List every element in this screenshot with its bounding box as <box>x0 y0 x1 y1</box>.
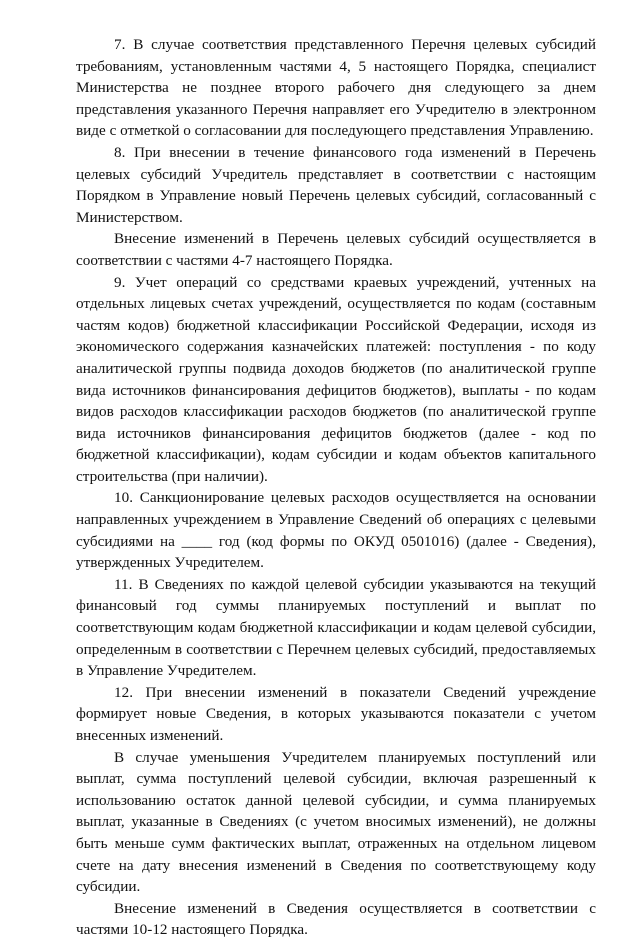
paragraph-item-12-reduction: В случае уменьшения Учредителем планируемых поступлений или выплат, сумма поступлений целевой субсидии, включая разрешенный к использованию остаток данной целевой субсидии, и сумма планируемых выплат, указанные в Сведениях (с учетом вносимых изменений), не должны быть меньше сумм фактических выплат, отраженных на отдельном лицевом счете на дату внесения изменений в Сведения по соответствующему коду субсидии. <box>76 748 596 896</box>
paragraph-item-8: 8. При внесении в течение финансового года изменений в Перечень целевых субсидий Учредитель представляет в соответствии с настоящим Порядком в Управление новый Перечень целевых субсидий, согласованный с Министерством. <box>76 143 596 226</box>
document-page <box>76 34 596 941</box>
paragraph-item-9: 9. Учет операций со средствами краевых учреждений, учтенных на отдельных лицевых счетах учреждений, осуществляется по кодам (составным частям кодов) бюджетной классификации Российской Федерации, исходя из экономического содержания казначейских платежей: поступления - по коду аналитической группы подвида доходов бюджетов (по аналитической группе вида источников финансирования дефицитов бюджетов), выплаты - по кодам видов расходов классификации расходов бюджетов (по аналитической группе вида источников финансирования дефицитов бюджетов (далее - код по бюджетной классификации), кодам субсидии и кодам объектов капитального строительства (при наличии). <box>76 273 596 485</box>
paragraph-item-8-note: Внесение изменений в Перечень целевых субсидий осуществляется в соответствии с частями 4-7 настоящего Порядка. <box>76 230 596 269</box>
paragraph-item-10: 10. Санкционирование целевых расходов осуществляется на основании направленных учреждением в Управление Сведений об операциях с целевыми субсидиями на ____ год (код формы по ОКУД 0501016) (далее - Сведения), утвержденных Учредителем. <box>76 489 596 572</box>
paragraph-item-12: 12. При внесении изменений в показатели Сведений учреждение формирует новые Сведения, в которых указываются показатели с учетом внесенных изменений. <box>76 683 596 744</box>
paragraph-item-11: 11. В Сведениях по каждой целевой субсидии указываются на текущий финансовый год суммы планируемых поступлений и выплат по соответствующим кодам бюджетной классификации и кодам целевой субсидии, определенным в соответствии с Перечнем целевых субсидий, предоставляемых в Управление Учредителем. <box>76 575 596 680</box>
paragraph-item-12-note: Внесение изменений в Сведения осуществляется в соответствии с частями 10-12 настоящего Порядка. <box>76 899 596 939</box>
paragraph-item-7: 7. В случае соответствия представленного Перечня целевых субсидий требованиям, установленным частями 4, 5 настоящего Порядка, специалист Министерства не позднее второго рабочего дня следующего за днем представления указанного Перечня направляет его Учредителю в электронном виде с отметкой о согласовании для последующего представления Управлению. <box>76 36 596 140</box>
